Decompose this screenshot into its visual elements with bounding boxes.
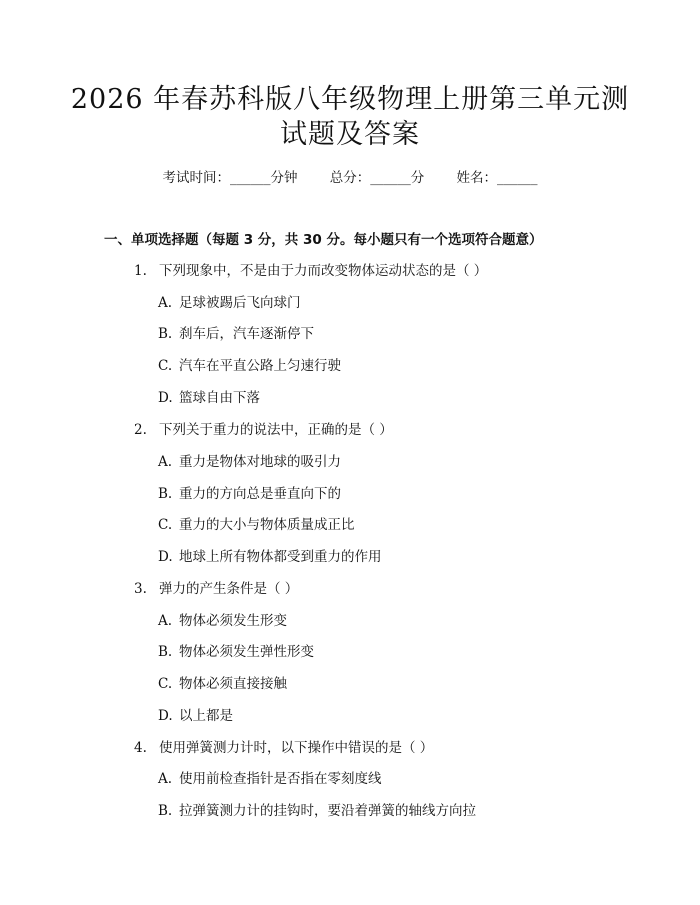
document-title-line-1: 2026 年春苏科版八年级物理上册第三单元测 xyxy=(70,84,630,115)
option-text: 汽车在平直公路上匀速行驶 xyxy=(179,358,341,374)
option-1b xyxy=(158,324,314,344)
option-3b xyxy=(158,642,314,662)
option-letter: C. xyxy=(158,676,173,692)
option-text: 使用前检查指针是否指在零刻度线 xyxy=(179,771,382,787)
question-number: 4. xyxy=(134,740,147,756)
option-letter: D. xyxy=(158,390,173,406)
option-letter: B. xyxy=(158,803,173,819)
exam-info xyxy=(0,168,700,188)
option-1a xyxy=(158,293,301,313)
question-2 xyxy=(134,420,393,440)
option-3c xyxy=(158,674,287,694)
question-number: 1. xyxy=(134,263,147,279)
option-text: 足球被踢后飞向球门 xyxy=(179,295,301,311)
option-text: 以上都是 xyxy=(179,708,233,724)
option-3a xyxy=(158,611,287,631)
option-2b xyxy=(158,484,341,504)
option-2d xyxy=(158,547,382,567)
question-text: 下列现象中，不是由于力而改变物体运动状态的是（ ） xyxy=(159,263,488,279)
option-letter: D. xyxy=(158,708,173,724)
option-text: 重力的方向总是垂直向下的 xyxy=(179,486,341,502)
exam-total-score: 总分：______分 xyxy=(329,170,425,186)
question-text: 弹力的产生条件是（ ） xyxy=(159,581,299,597)
option-text: 物体必须发生弹性形变 xyxy=(179,644,314,660)
question-1 xyxy=(134,261,487,281)
option-letter: D. xyxy=(158,549,173,565)
option-text: 物体必须发生形变 xyxy=(179,613,287,629)
question-text: 使用弹簧测力计时，以下操作中错误的是（ ） xyxy=(159,740,434,756)
option-letter: A. xyxy=(158,771,173,787)
option-letter: A. xyxy=(158,295,173,311)
option-4b xyxy=(158,801,476,821)
question-3 xyxy=(134,579,298,599)
option-text: 重力是物体对地球的吸引力 xyxy=(179,454,341,470)
option-letter: C. xyxy=(158,358,173,374)
option-text: 拉弹簧测力计的挂钩时，要沿着弹簧的轴线方向拉 xyxy=(179,803,476,819)
option-text: 篮球自由下落 xyxy=(179,390,260,406)
question-number: 3. xyxy=(134,581,147,597)
option-text: 地球上所有物体都受到重力的作用 xyxy=(179,549,382,565)
option-letter: C. xyxy=(158,517,173,533)
option-text: 重力的大小与物体质量成正比 xyxy=(179,517,355,533)
option-3d xyxy=(158,706,233,726)
question-number: 2. xyxy=(134,422,147,438)
question-text: 下列关于重力的说法中，正确的是（ ） xyxy=(159,422,393,438)
option-text: 物体必须直接接触 xyxy=(179,676,287,692)
option-4a xyxy=(158,769,382,789)
section-heading: 一、单项选择题（每题 3 分，共 30 分。每小题只有一个选项符合题意） xyxy=(104,232,543,248)
option-letter: B. xyxy=(158,486,173,502)
student-name: 姓名：______ xyxy=(456,170,538,186)
option-letter: A. xyxy=(158,454,173,470)
option-1c xyxy=(158,356,341,376)
question-4 xyxy=(134,738,433,758)
option-2c xyxy=(158,515,355,535)
option-letter: B. xyxy=(158,326,173,342)
option-1d xyxy=(158,388,260,408)
option-letter: A. xyxy=(158,613,173,629)
option-2a xyxy=(158,452,341,472)
option-letter: B. xyxy=(158,644,173,660)
document-title-line-2: 试题及答案 xyxy=(280,119,420,150)
exam-time: 考试时间：______分钟 xyxy=(162,170,298,186)
option-text: 刹车后，汽车逐渐停下 xyxy=(179,326,314,342)
